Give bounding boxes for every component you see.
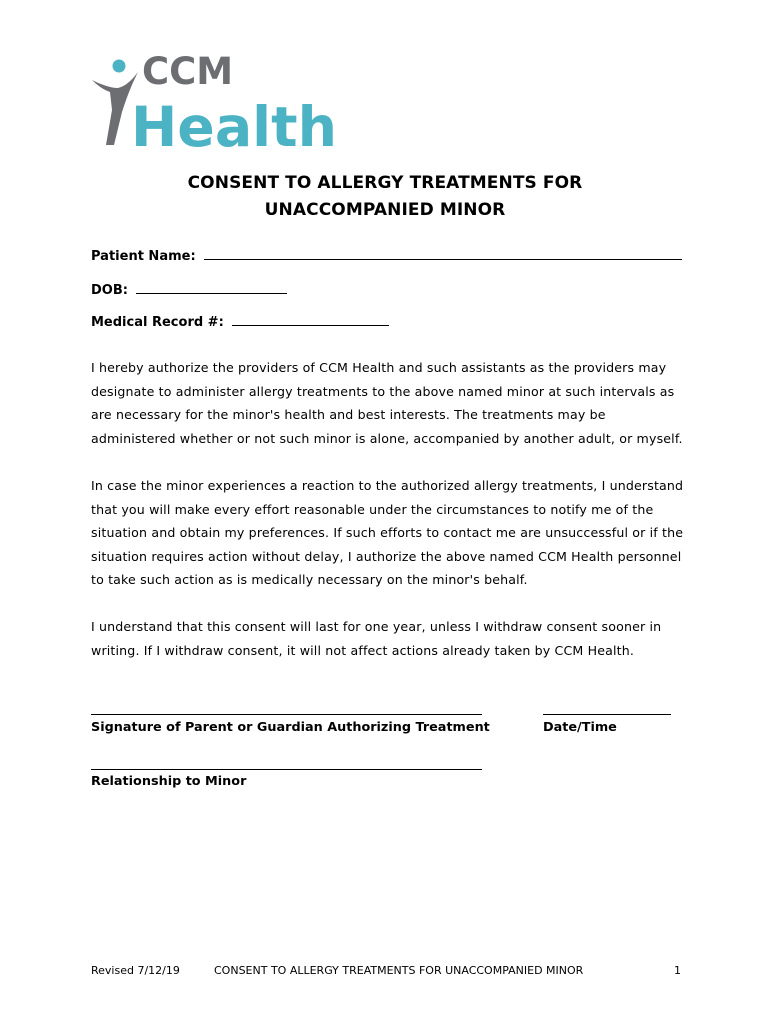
- dob-label: DOB:: [91, 283, 128, 298]
- logo-health-text: Health: [131, 95, 337, 150]
- parent-signature-line[interactable]: [91, 714, 482, 715]
- patient-name-input-line[interactable]: [204, 247, 682, 260]
- paragraph-line: designate to administer allergy treatments to the above named minor at such intervals as: [91, 383, 675, 399]
- paragraph-line: to take such action as is medically necessary on the minor's behalf.: [91, 572, 528, 588]
- paragraph-line: I understand that this consent will last for one year, unless I withdraw consent sooner in: [91, 619, 662, 634]
- title-line-2: UNACCOMPANIED MINOR: [264, 200, 506, 220]
- footer-revised: Revised 7/12/19: [91, 964, 180, 977]
- patient-name-field: [91, 247, 682, 264]
- reaction-paragraph: [91, 474, 691, 592]
- paragraph-line: writing. If I withdraw consent, it will not affect actions already taken by CCM Health.: [91, 642, 634, 658]
- paragraph-line: situation requires action without delay, I authorize the above named CCM Health personnel: [91, 548, 682, 564]
- date-time-label: Date/Time: [543, 720, 617, 735]
- paragraph-line: administered whether or not such minor is alone, accompanied by another adult, or myself.: [91, 430, 683, 446]
- date-time-line[interactable]: [543, 714, 671, 715]
- patient-name-label: Patient Name:: [91, 249, 196, 264]
- logo-ccm-text: CCM: [142, 50, 234, 93]
- ccm-health-logo-graphic: [90, 50, 350, 150]
- paragraph-line: In case the minor experiences a reaction to the authorized allergy treatments, I understand: [91, 478, 684, 493]
- title-line-1: CONSENT TO ALLERGY TREATMENTS FOR: [187, 173, 583, 193]
- duration-paragraph: [91, 615, 691, 662]
- paragraph-line: are necessary for the minor's health and best interests. The treatments may be: [91, 407, 606, 423]
- medical-record-field: [91, 313, 389, 330]
- footer-title: CONSENT TO ALLERGY TREATMENTS FOR UNACCOMPANIED MINOR: [214, 964, 584, 977]
- logo-figure-head: [113, 60, 126, 73]
- authorization-paragraph: [91, 356, 691, 450]
- parent-signature-label: Signature of Parent or Guardian Authorizing Treatment: [91, 720, 490, 735]
- paragraph-line: that you will make every effort reasonable under the circumstances to notify me of the: [91, 501, 654, 517]
- dob-field: [91, 281, 287, 298]
- relationship-line[interactable]: [91, 769, 482, 770]
- paragraph-line: situation and obtain my preferences. If such efforts to contact me are unsuccessful or if the: [91, 525, 684, 541]
- medical-record-label: Medical Record #:: [91, 315, 224, 330]
- footer-page-number: 1: [674, 964, 681, 977]
- medical-record-input-line[interactable]: [232, 313, 389, 326]
- dob-input-line[interactable]: [136, 281, 287, 294]
- ccm-health-logo: [90, 50, 350, 150]
- paragraph-line: I hereby authorize the providers of CCM Health and such assistants as the providers may: [91, 360, 667, 375]
- relationship-label: Relationship to Minor: [91, 774, 247, 789]
- document-title: [0, 170, 770, 224]
